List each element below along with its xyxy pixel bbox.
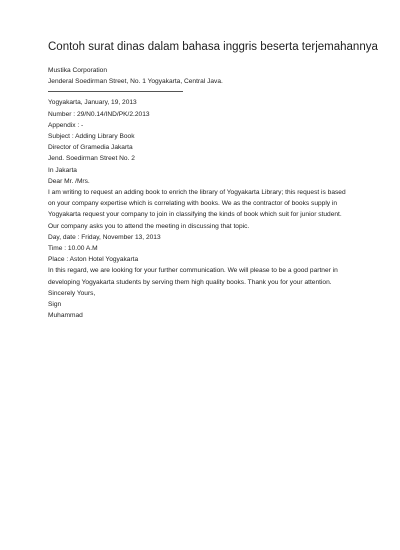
letter-number: Number : 29/N0.14/IND/PK/2.2013 <box>48 110 150 118</box>
recipient-street: Jend. Soedirman Street No. 2 <box>48 155 135 163</box>
letter-appendix: Appendix : - <box>48 121 84 129</box>
sender-address: Jenderal Soedirman Street, No. 1 Yogyakarta, Central Java. <box>48 78 223 86</box>
sign-label: Sign <box>48 301 62 309</box>
meeting-day: Day, date : Friday, November 13, 2013 <box>48 233 161 241</box>
letter-body <box>48 65 352 321</box>
recipient-city: In Jakarta <box>48 166 77 174</box>
recipient-title: Director of Gramedia Jakarta <box>48 144 133 152</box>
letter-date: Yogyakarta, January, 19, 2013 <box>48 99 137 107</box>
sender-name: Mustika Corporation <box>48 67 108 74</box>
signer-name: Muhammad <box>48 312 83 320</box>
letter-subject: Subject : Adding Library Book <box>48 133 135 141</box>
body-paragraph-1: I am writing to request an adding book to enrich the library of Yogyakarta Library; this request is based on your company expertise which is correlating with books. We as the contractor of books supply in Yogyakarta request your company to join in classifying the kinds of book which suit for junior student. Our company asks you to attend the meeting in discussing that topic. <box>48 189 346 230</box>
body-paragraph-2: In this regard, we are looking for your further communication. We will please to be a good partner in developing Yogyakarta students by serving them high quality books. Thank you for your attention. <box>48 267 338 286</box>
salutation: Dear Mr. /Mrs. <box>48 177 90 185</box>
meeting-time: Time : 10.00 A.M <box>48 245 98 253</box>
letterhead-divider <box>48 91 183 92</box>
document-title: Contoh surat dinas dalam bahasa inggris beserta terjemahannya <box>48 41 378 53</box>
closing: Sincerely Yours, <box>48 289 96 297</box>
meeting-place: Place : Aston Hotel Yogyakarta <box>48 256 139 264</box>
